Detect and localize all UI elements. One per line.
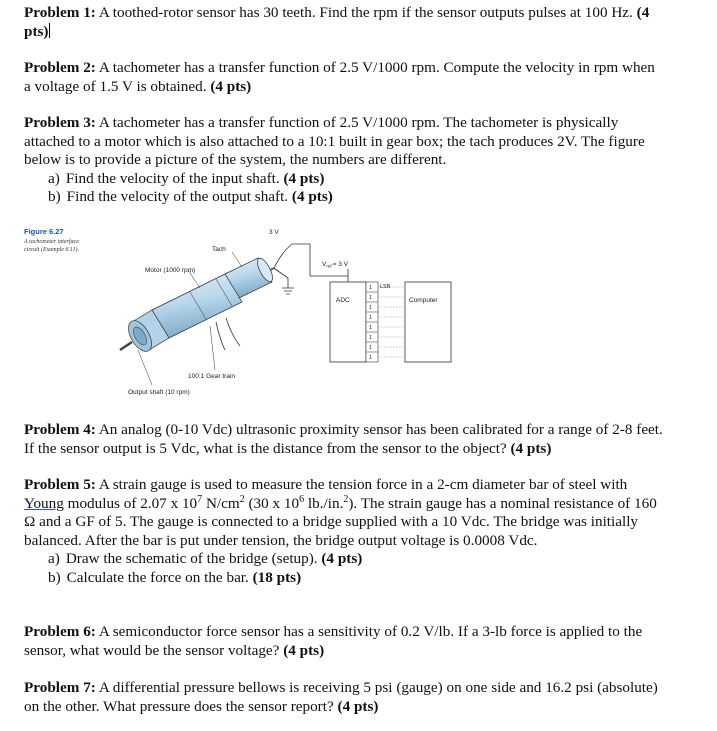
output-shaft-label: Output shaft (10 rpm)	[128, 389, 190, 396]
problem-5-part-a: a) Draw the schematic of the bridge (setup). (4 pts)	[48, 550, 363, 568]
problem-7-points: (4 pts)	[337, 697, 379, 715]
problem-7-heading: Problem 7:	[24, 679, 96, 696]
gear-train-label: 100:1 Gear train	[188, 373, 235, 380]
motor-label: Motor (1000 rpm)	[145, 267, 196, 274]
bit-7: 1	[369, 345, 373, 351]
bit-6: 1	[369, 335, 373, 341]
problem-6-heading: Problem 6:	[24, 623, 96, 640]
problem-3-part-a: a) Find the velocity of the input shaft. (4 pts)	[48, 169, 325, 187]
problem-4-points: (4 pts)	[510, 439, 552, 457]
vref-label: $V_{ref}= 3$ V	[322, 261, 348, 269]
problem-3-part-b: b) Find the velocity of the output shaft. (4 pts)	[48, 188, 333, 206]
supply-voltage-label: 3 V	[269, 229, 279, 236]
problem-5: Problem 5: A strain gauge is used to measure the tension force in a 2-cm diameter bar of steel with Young modulus of 2.07 x $10^7$ $N/cm^2$ (30 x $10^6$ lb./in.$^2$). The strain gauge has a nominal resistance of 160 Ω and a GF of 5. The gauge is connected to a bridge supplied with a 10 Vdc. The bridge was initially balanced. After the bar is put under tension, the bridge output voltage is 0.0008 Vdc. a) Draw the schematic of the bridge (setup). (4 pts) b) Calculate the force on the bar. (18 pts)	[24, 476, 664, 588]
problem-1-points: (4 pts)	[24, 4, 650, 40]
motor-assembly	[120, 256, 276, 355]
lsb-label: LSB	[380, 284, 391, 290]
problem-3	[24, 114, 664, 207]
problem-6-text: A semiconductor force sensor has a sensitivity of 0.2 V/lb. If a 3-lb force is applied to the sensor, what would be the sensor voltage?	[24, 623, 643, 659]
computer-block	[405, 282, 451, 362]
problem-4-text: An analog (0-10 Vdc) ultrasonic proximity sensor has been calibrated for a range of 2-8 feet. If the sensor output is 5 Vdc, what is the distance from the sensor to the object?	[24, 421, 663, 457]
problem-5-part-b: b) Calculate the force on the bar. (18 pts)	[48, 568, 302, 586]
text-cursor	[49, 23, 50, 38]
problem-5-heading: Problem 5:	[24, 476, 96, 493]
problem-2	[24, 59, 664, 96]
problem-1-text: A toothed-rotor sensor has 30 teeth. Find the rpm if the sensor outputs pulses at 100 Hz.	[98, 4, 633, 21]
problem-2-text: A tachometer has a transfer function of 2.5 V/1000 rpm. Compute the velocity in rpm when a voltage of 1.5 V is obtained.	[24, 59, 655, 95]
problem-4-heading: Problem 4:	[24, 421, 96, 438]
problem-2-points: (4 pts)	[210, 77, 252, 95]
bit-1: 1	[369, 285, 373, 291]
problem-7-text: A differential pressure bellows is receiving 5 psi (gauge) on one side and 16.2 psi (absolute) on the other. What pressure does the sensor report?	[24, 679, 658, 715]
problem-1	[24, 4, 664, 41]
problem-2-heading: Problem 2:	[24, 59, 96, 76]
problem-7	[24, 679, 664, 716]
tachometer-figure	[20, 222, 460, 412]
figure-caption-line1: A tachometer interface	[24, 239, 79, 245]
problem-1-heading: Problem 1:	[24, 4, 96, 21]
bit-5: 1	[369, 325, 373, 331]
bit-2: 1	[369, 295, 373, 301]
figure-caption-title: Figure 6.27	[24, 227, 64, 236]
young-word: Young	[24, 494, 64, 512]
bit-4: 1	[369, 315, 373, 321]
tach-label: Tach	[212, 246, 226, 253]
adc-block	[330, 282, 366, 362]
figure-caption-line2: circuit (Example 6.11).	[24, 247, 79, 253]
bit-3: 1	[369, 305, 373, 311]
problem-6-points: (4 pts)	[283, 641, 325, 659]
bit-8: 1	[369, 355, 373, 361]
adc-label: ADC	[336, 297, 350, 304]
problem-4	[24, 421, 664, 458]
problem-6	[24, 623, 664, 660]
problem-3-heading: Problem 3:	[24, 114, 96, 131]
problem-3-text: A tachometer has a transfer function of 2.5 V/1000 rpm. The tachometer is physically attached to a motor which is also attached to a 10:1 built in gear box; the tach produces 2V. The figure below is to provide a picture of the system, the numbers are different.	[24, 114, 645, 169]
computer-label: Computer	[409, 297, 438, 304]
